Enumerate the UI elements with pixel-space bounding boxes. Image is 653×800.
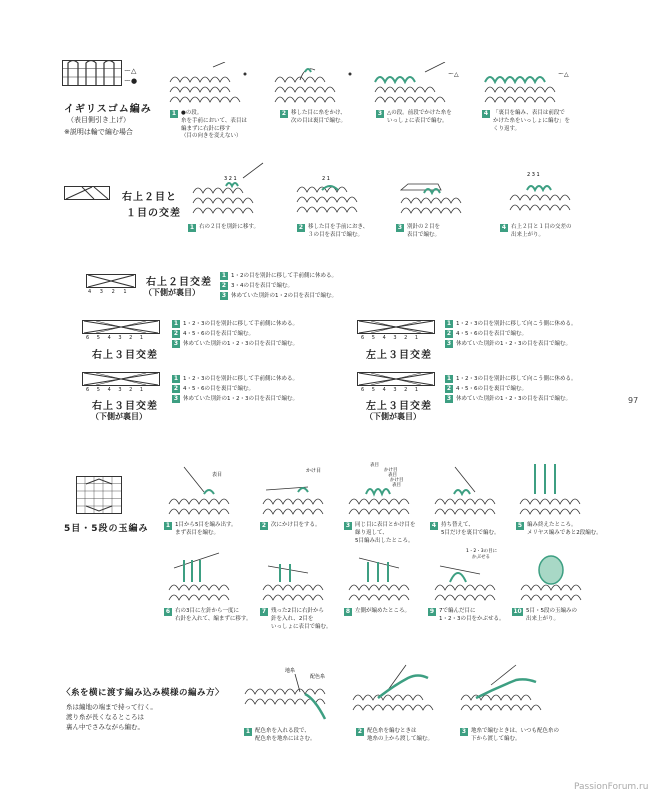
step-number: 6: [165, 608, 171, 615]
section8-title: 5目・5段の玉編み: [64, 524, 149, 534]
section5-title: 左上３目交差: [366, 350, 432, 361]
left-cross-3-chart-numbers: [361, 335, 418, 341]
caption-line: ●の段。: [181, 110, 203, 116]
rib-caption-1: [170, 110, 247, 141]
caption-line: 地糸で編むときは、いつも配色糸の: [471, 728, 560, 734]
bobble-caption-5: [516, 522, 602, 538]
caption-line: 表目で編む。: [407, 232, 441, 238]
stranded-step1-illustration: [240, 664, 340, 726]
caption-line: 右上２目と１目の交差の: [511, 224, 572, 230]
chart-number: 3: [393, 387, 397, 393]
step-number: 2: [281, 110, 287, 117]
bobble-step3-illustration: [344, 458, 419, 520]
step-text: 4・5・6の目を裏目で編む。: [183, 386, 254, 392]
cross-2-1-step4-illustration: [505, 160, 580, 215]
bobble-label: 表目: [388, 473, 397, 478]
bobble-caption-8: [344, 608, 410, 616]
bobble-step2-illustration: [258, 462, 338, 520]
section7-subtitle: （下側が裏目）: [365, 412, 421, 421]
chart-number: 6: [86, 335, 90, 341]
step-text: 1・2の目を別針に移して手前側に休める。: [231, 273, 337, 279]
caption-line: 5目だけを裏目で編む。: [441, 530, 500, 536]
svg-text:2 1: 2 1: [322, 176, 330, 182]
cross-2-1-caption-2: [297, 224, 368, 240]
section7-title: 左上３目交差: [366, 401, 432, 412]
right-cross-3-purl-chart-numbers: [86, 387, 143, 393]
rib-chart-label-dot: ー●: [124, 77, 138, 85]
rib-caption-3: [376, 110, 452, 126]
cross-2-1-chart: [64, 186, 110, 200]
chart-number: 5: [96, 335, 100, 341]
bobble-label: かぶせる: [472, 555, 490, 560]
chart-number: 4: [88, 289, 92, 295]
step-text: 3・4の目を表目で編む。: [231, 283, 293, 289]
section2-title-line1: 右上２目と: [122, 192, 177, 203]
bobble-label: かけ目: [306, 468, 322, 474]
caption-line: 繰り返して、: [355, 530, 388, 536]
caption-line: ３の目を表目で編む。: [308, 232, 364, 238]
right-cross-3-purl-chart: [82, 372, 160, 386]
chart-number: 2: [129, 387, 133, 393]
caption-line: 右針を入れて、編まずに移す。: [175, 616, 252, 622]
stranded-caption-2: [356, 728, 433, 744]
rib-caption-4: [482, 110, 570, 133]
caption-line: 移した目に糸をかけ、: [291, 110, 346, 116]
step-text: 4・5・6の目を表目で編む。: [456, 331, 527, 337]
chart-number: 6: [86, 387, 90, 393]
caption-line: △の段。前段でかけた糸を: [387, 110, 452, 116]
caption-line: 配色糸を編むときは: [367, 728, 417, 734]
caption-line: メリヤス編みであと2段編む。: [527, 530, 602, 536]
right-cross-3-chart-numbers: [86, 335, 143, 341]
step-text: 4・5・6の目を裏目で編む。: [456, 386, 527, 392]
body-line: 糸は編地の端まで持って行く。: [66, 703, 157, 711]
caption-line: 地糸の上から渡して編む。: [367, 736, 434, 742]
bobble-caption-6: [164, 608, 251, 624]
cross-2-1-caption-1: [188, 224, 259, 232]
left-cross-3-steps: 1 1・2・3の目を別針に移して向こう側に休める。 2 4・5・6の目を表目で編む。 3 休めていた別針の1・2・3の目を表目で編む。: [446, 320, 577, 347]
caption-line: 編み終えたところ。: [527, 522, 577, 528]
step-number: 8: [345, 608, 351, 615]
chart-number: 3: [393, 335, 397, 341]
chart-number: 3: [118, 335, 122, 341]
step-text: 1・2・3の目を別針に移して手前側に休める。: [183, 321, 298, 327]
bobble-step1-illustration: [164, 462, 239, 520]
step-number: 3: [377, 110, 383, 117]
bobble-label: 表目: [392, 483, 401, 488]
body-line: 渡り糸が長くなるところは: [66, 713, 144, 721]
step-number: 1: [171, 110, 177, 117]
bobble-label: 1・2・3の目に: [466, 549, 498, 554]
left-cross-3-purl-chart-numbers: [361, 387, 418, 393]
step-number: 3: [345, 522, 351, 529]
step-text: 休めていた別針の1・2・3の目を表目で編む。: [183, 341, 298, 347]
stranded-step2-illustration: [348, 660, 448, 726]
caption-line: 7で編んだ目に: [439, 608, 476, 614]
caption-line: 針を入れ、2目を: [271, 616, 314, 622]
svg-text:ー△: ー△: [558, 71, 569, 78]
step-text: 休めていた別針の1・2・3の目を表目で編む。: [456, 396, 571, 402]
caption-line: 「裏目を編み、表目は前段で: [493, 110, 565, 116]
chart-number: 5: [371, 387, 375, 393]
bobble-caption-4: [430, 522, 500, 538]
step-text: 1・2・3の目を別針に移して向こう側に休める。: [456, 376, 577, 382]
caption-line: まず表目を編む。: [175, 530, 220, 536]
cross-2-1-step3-illustration: [396, 168, 481, 218]
caption-line: 次の目は裏目で編む。: [291, 118, 347, 124]
caption-line: 次にかけ目をする。: [271, 522, 321, 528]
caption-line: 1・2・3の目をかぶせる。: [439, 616, 505, 622]
left-cross-3-purl-chart: [357, 372, 435, 386]
chart-number: 2: [404, 387, 408, 393]
rib-caption-2: [280, 110, 346, 126]
caption-line: 5目編み出したところ。: [355, 537, 414, 544]
section9-title: 〈糸を横に渡す編み込み模様の編み方〉: [62, 688, 225, 698]
bobble-caption-9: [428, 608, 505, 624]
caption-line: （目の向きを変えない）: [181, 133, 242, 139]
section1-note: ※説明は輪で編む場合: [64, 128, 133, 136]
caption-line: 配色糸を入れる段で、: [255, 728, 310, 734]
rib-step3-illustration: [370, 62, 460, 107]
cross-2-2-steps: 1 1・2の目を別針に移して手前側に休める。 2 3・4の目を表目で編む。 3 休めていた別針の1・2の目を表目で編む。: [221, 272, 337, 299]
chart-number: 3: [118, 387, 122, 393]
watermark: PassionForum.ru: [574, 782, 649, 792]
caption-line: 5目・5段の玉編みの: [526, 608, 577, 614]
caption-line: 残った2目に右針から: [271, 608, 324, 614]
chart-number: 5: [371, 335, 375, 341]
chart-number: 1: [123, 289, 127, 295]
chart-number: 2: [404, 335, 408, 341]
chart-number: 1: [139, 335, 144, 341]
step-number: 3: [397, 224, 403, 231]
bobble-step10-illustration: [516, 548, 591, 606]
step-text: 1・2・3の目を別針に移して向こう側に休める。: [456, 321, 577, 327]
stranded-caption-1: [244, 728, 316, 744]
bobble-label: かけ目: [390, 478, 404, 483]
caption-line: 出来上がり。: [511, 232, 545, 238]
rib-step2-illustration: [270, 62, 355, 107]
step-text: 休めていた別針の1・2・3の目を表目で編む。: [456, 341, 571, 347]
caption-line: 糸を手前において、表目は: [181, 118, 247, 124]
step-number: 4: [501, 224, 507, 231]
caption-line: 同じ目に表目とかけ目を: [355, 522, 416, 528]
body-line: 裏ん中でさみながら編む。: [66, 723, 144, 731]
chart-number: 2: [111, 289, 115, 295]
rib-chart-label-triangle: ー△: [124, 67, 137, 75]
caption-line: 左側が編めたところ。: [355, 608, 411, 614]
section1-subtitle: （表目側引き上げ）: [67, 116, 130, 124]
step-number: 2: [357, 728, 363, 735]
yarn-label-contrast: 配色糸: [310, 674, 326, 680]
cross-2-1-step1-illustration: [188, 158, 273, 218]
bobble-step7-illustration: [258, 548, 333, 606]
step-number: 10: [513, 608, 522, 615]
rib-step4-illustration: [480, 62, 570, 107]
svg-text:3 2 1: 3 2 1: [224, 176, 237, 182]
caption-line: 編まずに右針に移す: [181, 125, 231, 132]
cross-2-1-caption-3: [396, 224, 440, 240]
step-number: 5: [517, 522, 523, 529]
bobble-caption-3: [344, 522, 416, 545]
caption-line: いっしょに表目で編む。: [387, 118, 448, 124]
left-cross-3-chart: [357, 320, 435, 334]
caption-line: 右の２目を別針に移す。: [199, 224, 260, 230]
caption-line: 持ち替えて、: [441, 522, 474, 528]
step-number: 1: [189, 224, 195, 231]
svg-text:2 3 1: 2 3 1: [527, 172, 540, 178]
step-number: 9: [429, 608, 435, 615]
bobble-step6-illustration: [164, 548, 239, 606]
svg-text:ー△: ー△: [448, 71, 459, 78]
chart-number: 4: [382, 335, 386, 341]
caption-line: 移した目を手前におき、: [308, 224, 369, 230]
step-number: 3: [461, 728, 467, 735]
step-text: 1・2・3の目を別針に移して手前側に休める。: [183, 376, 298, 382]
chart-number: 5: [96, 387, 100, 393]
bobble-step5-illustration: [515, 458, 590, 520]
step-text: 4・5・6の目を表目で編む。: [183, 331, 254, 337]
chart-number: 6: [361, 335, 365, 341]
section3-subtitle: （下側が裏目）: [144, 288, 200, 297]
bobble-caption-7: [260, 608, 332, 631]
caption-line: 下から渡して編む。: [471, 736, 521, 742]
chart-number: 4: [107, 335, 111, 341]
right-cross-3-chart: [82, 320, 160, 334]
page-number: 97: [628, 396, 639, 405]
bobble-caption-2: [260, 522, 321, 530]
caption-line: いっしょに表目で編む。: [271, 623, 332, 630]
bobble-label: 表目: [370, 463, 379, 468]
step-number: 7: [261, 608, 267, 615]
right-cross-3-steps: 1 1・2・3の目を別針に移して手前側に休める。 2 4・5・6の目を表目で編む。 3 休めていた別針の1・2・3の目を表目で編む。: [173, 320, 298, 347]
section2-title-line2: １目の交差: [126, 208, 181, 219]
bobble-step8-illustration: [344, 548, 419, 606]
step-text: 休めていた別針の1・2・3の目を表目で編む。: [183, 396, 298, 402]
caption-line: 出来上がり。: [526, 616, 560, 622]
step-number: 2: [261, 522, 267, 529]
chart-number: 1: [139, 387, 144, 393]
step-text: 休めていた別針の1・2の目を表目で編む。: [231, 293, 337, 299]
yarn-label-base: 地糸: [285, 668, 296, 674]
bobble-caption-10: [512, 608, 577, 624]
section3-title: 右上２目交差: [146, 277, 212, 288]
cross-2-1-caption-4: [500, 224, 572, 240]
step-number: 1: [165, 522, 171, 529]
section6-title: 右上３目交差: [92, 401, 158, 412]
rib-step1-illustration: [165, 62, 250, 107]
step-number: 4: [431, 522, 437, 529]
chart-number: 1: [414, 387, 419, 393]
stranded-caption-3: [460, 728, 559, 744]
step-number: 1: [245, 728, 251, 735]
chart-number: 1: [414, 335, 419, 341]
section4-title: 右上３目交差: [92, 350, 158, 361]
cross-2-2-chart: [86, 274, 136, 288]
caption-line: 別針の２目を: [407, 224, 441, 230]
chart-number: 6: [361, 387, 365, 393]
bobble-caption-1: [164, 522, 237, 538]
caption-line: 右の3目に左針から一度に: [175, 608, 240, 614]
chart-number: 4: [107, 387, 111, 393]
caption-line: 1目から5目を編み出す。: [175, 522, 237, 528]
bobble-chart: [76, 476, 122, 514]
cross-2-2-chart-numbers: [88, 289, 127, 295]
bobble-label: 表目: [212, 472, 223, 478]
step-number: 4: [483, 110, 489, 117]
section9-body: [66, 702, 157, 732]
caption-line: 配色糸を地糸にはさむ。: [255, 736, 316, 742]
cross-2-1-step2-illustration: [292, 162, 377, 217]
left-cross-3-purl-steps: 1 1・2・3の目を別針に移して向こう側に休める。 2 4・5・6の目を裏目で編む。 3 休めていた別針の1・2・3の目を表目で編む。: [446, 375, 577, 402]
caption-line: くり返す。: [493, 125, 521, 132]
section1-title: イギリスゴム編み: [64, 104, 152, 115]
step-number: 2: [298, 224, 304, 231]
bobble-step4-illustration: [430, 462, 505, 520]
rib-chart: [62, 60, 122, 90]
bobble-label: かけ目: [384, 468, 398, 473]
stranded-step3-illustration: [456, 660, 556, 726]
chart-number: 3: [99, 289, 103, 295]
caption-line: かけた糸をいっしょに編む」を: [493, 118, 571, 124]
section6-subtitle: （下側が裏目）: [91, 412, 147, 421]
right-cross-3-purl-steps: 1 1・2・3の目を別針に移して手前側に休める。 2 4・5・6の目を裏目で編む。 3 休めていた別針の1・2・3の目を表目で編む。: [173, 375, 298, 402]
chart-number: 4: [382, 387, 386, 393]
chart-number: 2: [129, 335, 133, 341]
bobble-step9-illustration: [430, 544, 510, 606]
